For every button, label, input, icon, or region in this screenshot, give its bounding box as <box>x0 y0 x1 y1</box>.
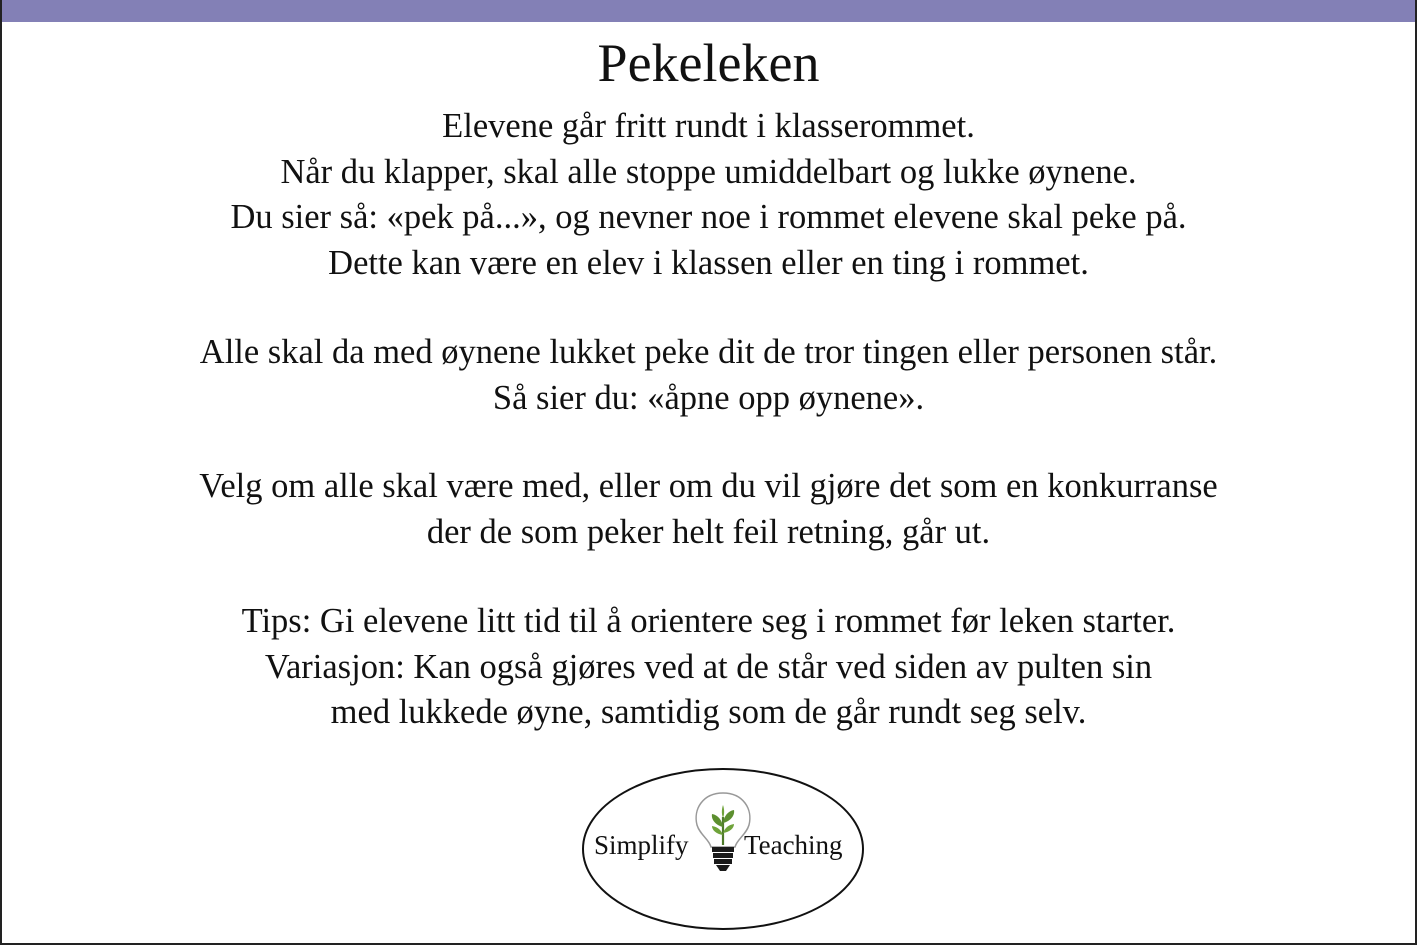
top-color-band <box>2 0 1415 22</box>
text-line: Variasjon: Kan også gjøres ved at de står ved siden av pulten sin <box>264 647 1153 686</box>
text-line: Alle skal da med øynene lukket peke dit de tror tingen eller personen står. <box>199 333 1218 371</box>
paragraph-competition <box>2 464 1415 555</box>
text-line: Dette kan være en elev i klassen eller en ting i rommet. <box>328 243 1089 282</box>
text-line: Elevene går fritt rundt i klasserommet. <box>442 107 975 145</box>
text-line: der de som peker helt feil retning, går ut. <box>426 512 991 551</box>
paragraph-instructions <box>2 104 1415 286</box>
card-title: Pekeleken <box>597 33 820 93</box>
text-line: med lukkede øyne, samtidig som de går rundt seg selv. <box>330 693 1087 731</box>
logo-text-teaching: Teaching <box>744 830 843 860</box>
text-line: Så sier du: «åpne opp øynene». <box>492 378 925 417</box>
text-line: Velg om alle skal være med, eller om du vil gjøre det som en konkurranse <box>199 467 1218 505</box>
logo-text-simplify: Simplify <box>594 830 689 860</box>
text-line: Når du klapper, skal alle stoppe umiddelbart og lukke øynene. <box>280 152 1137 191</box>
paragraph-tips <box>2 599 1415 736</box>
paragraph-pointing <box>2 330 1415 421</box>
text-line: Du sier så: «pek på...», og nevner noe i rommet elevene skal peke på. <box>230 198 1187 236</box>
simplify-teaching-logo <box>581 767 865 931</box>
text-line: Tips: Gi elevene litt tid til å orientere seg i rommet før leken starter. <box>241 602 1176 640</box>
